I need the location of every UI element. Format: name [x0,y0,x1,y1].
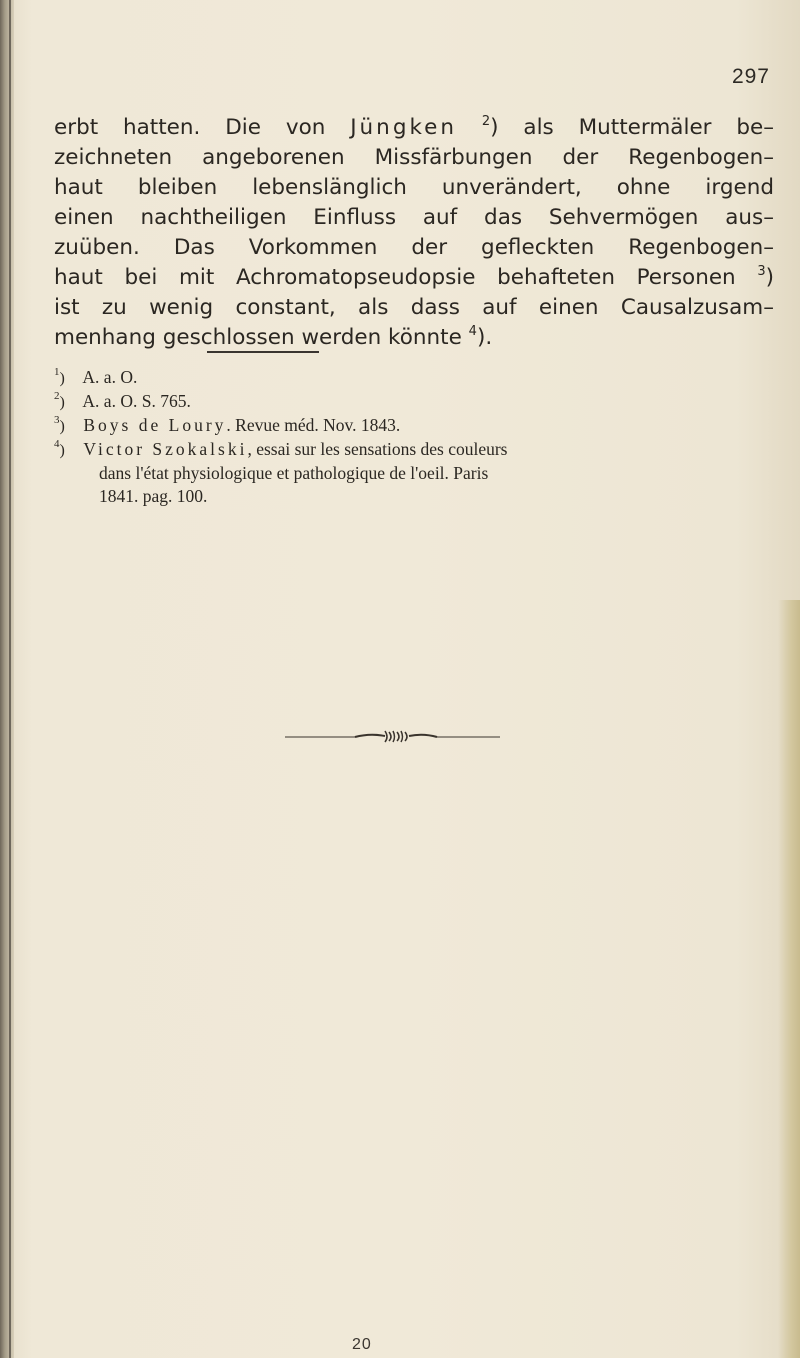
text-line: haut bei mit Achromatopseudopsie behafteten Personen $^3$) [54,263,774,290]
body-paragraph [54,113,774,353]
footnote-number: $^3$) [54,413,65,435]
footnote-number: $^1$) [54,365,65,387]
footnote-ref[interactable]: 4 [468,323,477,339]
footnote-ref[interactable]: 3 [757,263,766,279]
footnotes [54,366,774,508]
text-line: zuüben. Das Vorkommen der gefleckten Regenbogen– [54,235,774,260]
footnote: $^3$) Boys de Loury. Revue méd. Nov. 1843. [54,414,774,438]
text-line: ist zu wenig constant, als dass auf einen Causalzusam– [54,295,774,320]
text-line: haut bleiben lebenslänglich unverändert, ohne irgend [54,175,774,200]
binding-edge [0,0,14,1358]
footnote: $^2$) A. a. O. S. 765. [54,390,774,414]
text-line: menhang geschlossen werden könnte $^4$). [54,323,493,350]
footnote: $^4$) Victor Szokalski, essai sur les sensations des couleurs [54,438,774,462]
footnote-continuation: 1841. pag. 100. [99,486,208,506]
page-stain [778,600,800,1358]
footnote-number: $^2$) [54,389,65,411]
footnote-separator [207,351,319,353]
footnote-author: Boys de Loury [83,415,227,435]
ornament-divider [285,728,500,744]
page-number: 297 [731,65,770,88]
footnote-ref[interactable]: 2 [481,113,491,129]
footnote-number: $^4$) [54,437,65,459]
binding-line [9,0,11,1358]
footnote-continuation: dans l'état physiologique et pathologique de l'oeil. Paris [99,463,489,483]
text-line: erbt hatten. Die von Jüngken $^2$) als Muttermäler be– [54,113,774,140]
footnote-author: Victor Szokalski [83,439,248,459]
footnote: $^1$) A. a. O. [54,366,774,390]
signature-mark: 20 [352,1336,372,1353]
text-line: zeichneten angeborenen Missfärbungen der Regenbogen– [54,145,774,170]
text-line: einen nachtheiligen Einfluss auf das Sehvermögen aus– [54,205,774,230]
